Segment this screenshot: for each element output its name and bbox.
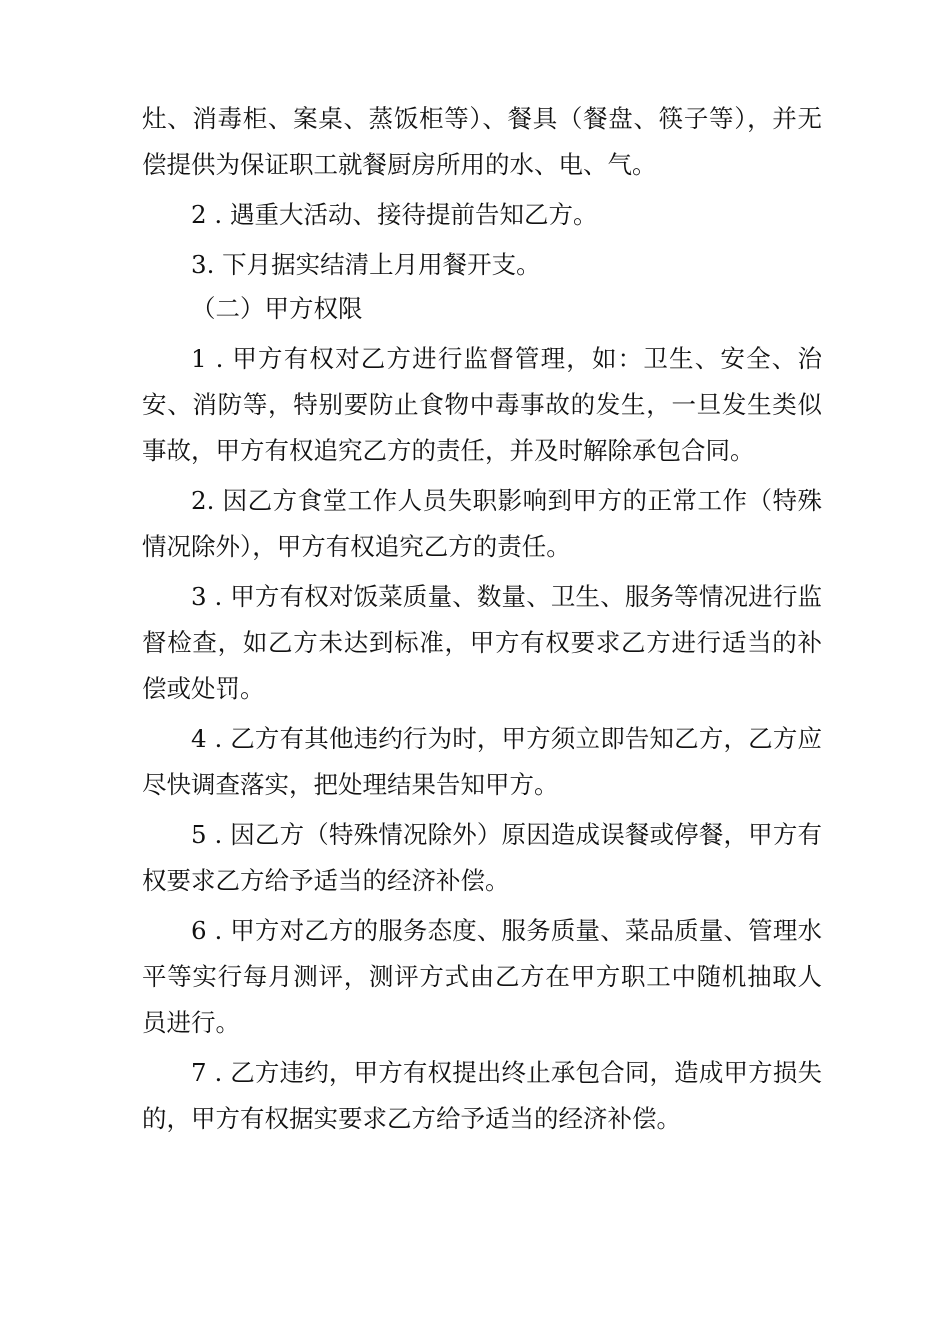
paragraph-right-3: 3 . 甲方有权对饭菜质量、数量、卫生、服务等情况进行监督检查，如乙方未达到标准，甲方有权要求乙方进行适当的补偿或处罚。 — [142, 582, 822, 703]
paragraph-right-1: 1 . 甲方有权对乙方进行监督管理，如：卫生、安全、治安、消防等，特别要防止食物中毒事故的发生，一旦发生类似事故，甲方有权追究乙方的责任，并及时解除承包合同。 — [142, 344, 822, 465]
paragraph-item-2: 2 . 遇重大活动、接待提前告知乙方。 — [191, 200, 598, 229]
paragraph-item-3: 3. 下月据实结清上月用餐开支。 — [191, 250, 541, 279]
paragraph-right-6: 6 . 甲方对乙方的服务态度、服务质量、菜品质量、管理水平等实行每月测评，测评方式由乙方在甲方职工中随机抽取人员进行。 — [142, 916, 822, 1037]
paragraph-right-5: 5 . 因乙方（特殊情况除外）原因造成误餐或停餐，甲方有权要求乙方给予适当的经济补偿。 — [142, 820, 822, 895]
paragraph-right-7: 7 . 乙方违约，甲方有权提出终止承包合同，造成甲方损失的，甲方有权据实要求乙方给予适当的经济补偿。 — [142, 1058, 822, 1133]
paragraph-right-2: 2. 因乙方食堂工作人员失职影响到甲方的正常工作（特殊情况除外），甲方有权追究乙方的责任。 — [142, 486, 822, 561]
paragraph-continuation: 灶、消毒柜、案桌、蒸饭柜等）、餐具（餐盘、筷子等），并无偿提供为保证职工就餐厨房所用的水、电、气。 — [142, 104, 822, 179]
paragraph-right-4: 4 . 乙方有其他违约行为时，甲方须立即告知乙方，乙方应尽快调查落实，把处理结果告知甲方。 — [142, 724, 822, 799]
document-body — [142, 96, 822, 1146]
section-heading: （二）甲方权限 — [191, 294, 363, 323]
